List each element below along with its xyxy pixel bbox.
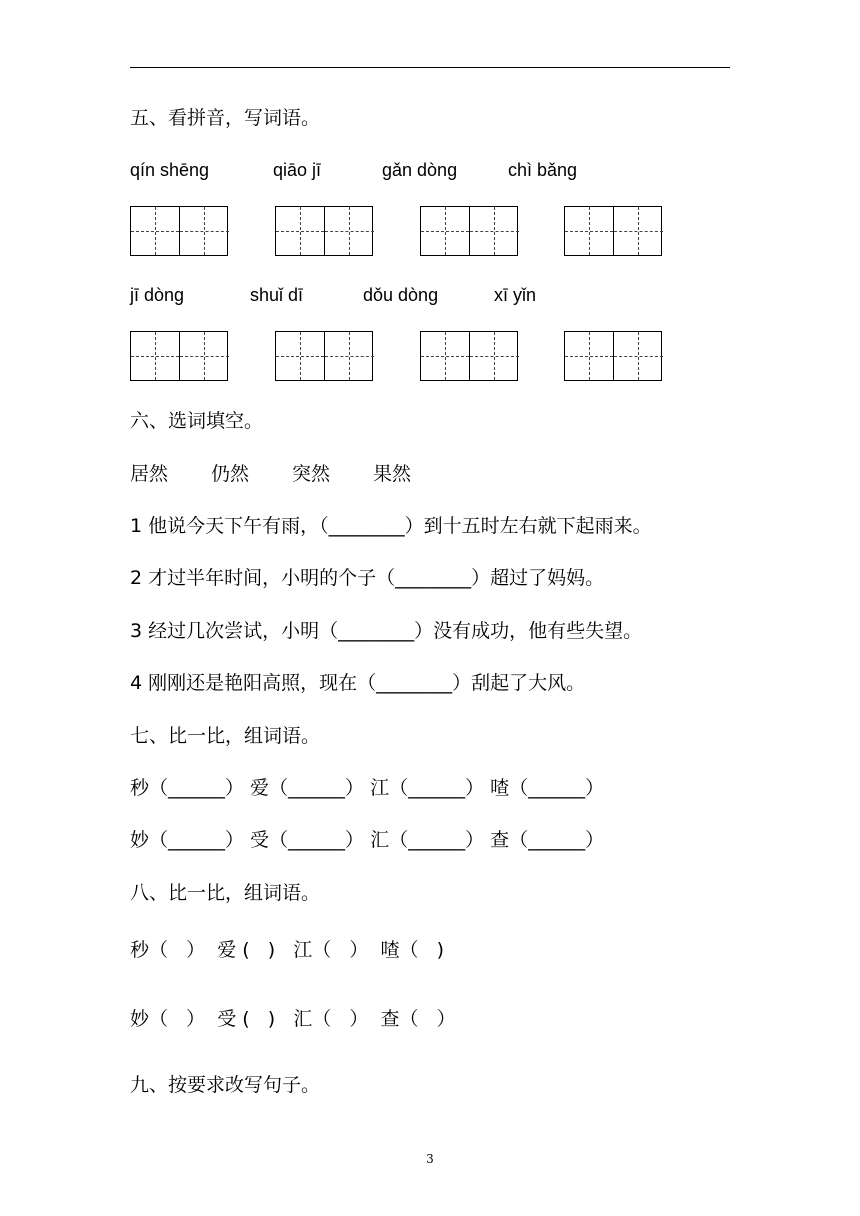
pinyin-1: qín shēng — [130, 160, 210, 180]
writing-grid[interactable] — [130, 331, 228, 381]
page-number: 3 — [426, 1152, 434, 1166]
pinyin-6: shuǐ dī — [250, 285, 304, 305]
word-option: 突然 — [292, 463, 331, 485]
writing-grid[interactable] — [564, 331, 662, 381]
word-option: 居然 — [130, 463, 169, 485]
compare-row-4: 妙（ ） 受 ( ) 汇（ ） 查（ ） — [130, 1008, 456, 1030]
word-option: 果然 — [373, 463, 412, 485]
section5-title: 五、看拼音，写词语。 — [130, 107, 321, 129]
header-rule — [130, 67, 730, 68]
pinyin-2: qiāo jī — [273, 160, 322, 180]
fill-question-1: 1 他说今天下午有雨，（________）到十五时左右就下起雨来。 — [130, 515, 652, 537]
writing-grid[interactable] — [420, 331, 518, 381]
pinyin-5: jī dòng — [130, 285, 185, 305]
section9-title: 九、按要求改写句子。 — [130, 1074, 321, 1096]
word-option: 仍然 — [211, 463, 250, 485]
fill-question-3: 3 经过几次尝试，小明（________）没有成功，他有些失望。 — [130, 620, 643, 642]
writing-grid[interactable] — [130, 206, 228, 256]
pinyin-3: gǎn dòng — [382, 160, 458, 180]
writing-grid[interactable] — [275, 331, 373, 381]
fill-question-2: 2 才过半年时间，小明的个子（________）超过了妈妈。 — [130, 567, 605, 589]
section7-title: 七、比一比，组词语。 — [130, 725, 321, 747]
section8-title: 八、比一比，组词语。 — [130, 882, 321, 904]
compare-row-1: 秒（______） 爱（______） 江（______） 喳（______） — [130, 777, 605, 799]
fill-question-4: 4 刚刚还是艳阳高照，现在（________）刮起了大风。 — [130, 672, 586, 694]
pinyin-8: xī yǐn — [494, 285, 537, 305]
writing-grid[interactable] — [275, 206, 373, 256]
pinyin-7: dǒu dòng — [363, 285, 439, 305]
compare-row-2: 妙（______） 受（______） 汇（______） 查（______） — [130, 829, 605, 851]
pinyin-4: chì bǎng — [508, 160, 578, 180]
writing-grid[interactable] — [564, 206, 662, 256]
compare-row-3: 秒（ ） 爱 ( ) 江（ ） 喳（ ) — [130, 939, 445, 961]
writing-grid[interactable] — [420, 206, 518, 256]
section6-title: 六、选词填空。 — [130, 410, 264, 432]
